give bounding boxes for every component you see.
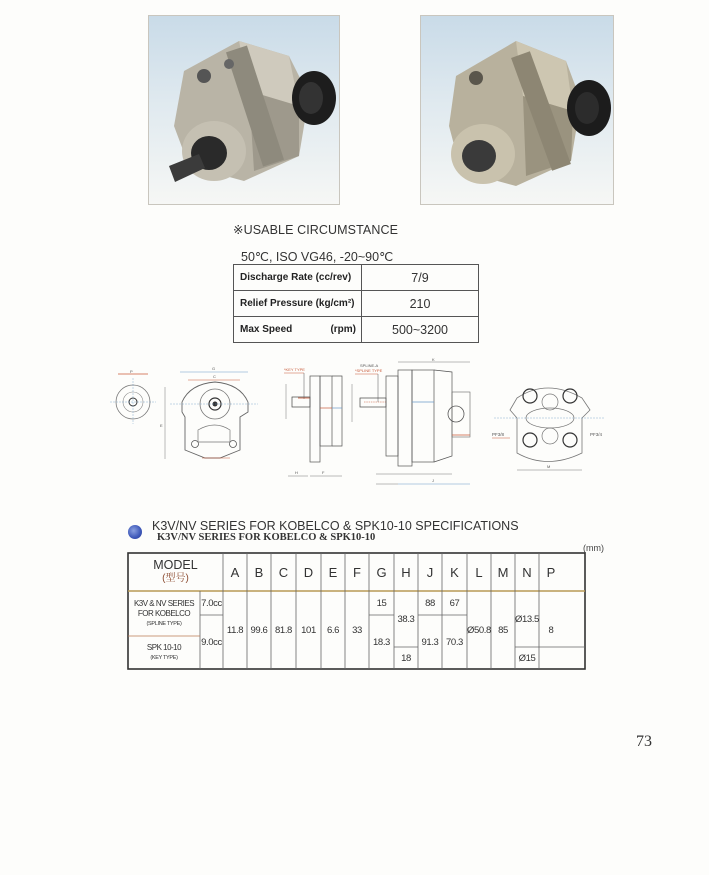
table-row — [234, 265, 479, 291]
model-spk10-10-type: (KEY TYPE) — [150, 654, 178, 661]
table-row — [234, 317, 479, 343]
dim-f-label: F — [322, 470, 325, 475]
model-k3v-nv — [128, 591, 200, 636]
relief-pressure-value: 210 — [362, 291, 479, 317]
col-header-f: F — [353, 564, 361, 580]
dim-h-label: H — [295, 470, 298, 475]
col-header-k: K — [450, 564, 459, 580]
specifications-title: K3V/NV SERIES FOR KOBELCO & SPK10-10 SPECIFICATIONS — [152, 519, 519, 533]
model-spk10-10-name: SPK 10-10 — [146, 642, 182, 652]
key-type-side-view-drawing — [282, 364, 347, 484]
unit-label: (mm) — [583, 543, 604, 553]
col-header-p: P — [546, 564, 556, 580]
usable-circumstance-title: ※USABLE CIRCUMSTANCE — [233, 223, 399, 237]
model-header-text: MODEL — [153, 558, 198, 572]
col-header-d: D — [303, 564, 314, 580]
col-header-l: L — [475, 564, 483, 580]
model-k3v-nv-type: (SPLINE TYPE) — [146, 620, 182, 627]
model-k3v-nv-name: K3V & NV SERIES — [133, 598, 195, 608]
max-speed-unit: (rpm) — [330, 324, 356, 335]
value-l: Ø50.8 — [467, 624, 491, 636]
value-a: 11.8 — [226, 624, 244, 636]
max-speed-label — [234, 317, 362, 343]
port-right-label: PF3/4 — [590, 432, 603, 437]
specifications-subtitle: K3V/NV SERIES FOR KOBELCO & SPK10-10 — [157, 532, 376, 543]
key-type-label: *KEY TYPE — [284, 367, 305, 372]
discharge-rate-label: Discharge Rate (cc/rev) — [234, 265, 362, 291]
value-n-key: Ø15 — [518, 652, 536, 664]
spline-a-label: SPLINE-A — [360, 363, 379, 368]
value-j-9cc: 91.3 — [421, 636, 439, 648]
value-h-spline: 38.3 — [397, 613, 415, 625]
dim-k-label: K — [432, 357, 435, 362]
col-header-b: B — [254, 564, 264, 580]
value-e: 6.6 — [326, 624, 339, 636]
bullet-icon — [128, 525, 142, 539]
value-b: 99.6 — [250, 624, 268, 636]
value-p: 8 — [548, 624, 554, 636]
model-k3v-nv-name2: FOR KOBELCO — [137, 608, 191, 618]
dim-e-label: E — [160, 423, 163, 428]
value-k-7cc: 67 — [449, 597, 460, 609]
operating-conditions: 50℃, ISO VG46, -20~90℃ — [241, 250, 394, 264]
spline-type-side-view-drawing — [352, 357, 472, 490]
dim-p-label: P — [130, 369, 133, 374]
relief-pressure-label: Relief Pressure (kg/cm²) — [234, 291, 362, 317]
front-view-drawing — [160, 362, 260, 462]
specifications-table — [128, 553, 585, 669]
col-header-e: E — [328, 564, 338, 580]
port-left-label: PF3/8 — [492, 432, 505, 437]
table-row — [234, 291, 479, 317]
col-header-a: A — [230, 564, 240, 580]
dim-c-label: C — [213, 374, 216, 379]
value-g-7cc: 15 — [376, 597, 387, 609]
value-n-spline: Ø13.5 — [515, 613, 539, 625]
value-d: 101 — [301, 624, 316, 636]
col-header-h: H — [401, 564, 411, 580]
model-header-cn: (型号) — [162, 573, 189, 584]
displacement-7cc: 7.0cc — [201, 597, 222, 609]
col-header-j: J — [426, 564, 434, 580]
col-header-m: M — [497, 564, 509, 580]
model-spk10-10 — [128, 636, 200, 669]
col-header-g: G — [376, 564, 387, 580]
value-g-9cc: 18.3 — [373, 636, 390, 648]
max-speed-text: Max Speed — [240, 324, 293, 335]
dim-g-label: G — [212, 366, 216, 371]
pump-photo-spline-type — [148, 15, 340, 205]
discharge-rate-value: 7/9 — [362, 265, 479, 291]
pump-photo-key-type — [420, 15, 614, 205]
value-h-key: 18 — [401, 652, 411, 664]
value-m: 85 — [498, 624, 508, 636]
value-f: 33 — [352, 624, 362, 636]
displacement-9cc: 9.0cc — [201, 636, 222, 648]
usable-circumstance-table — [233, 264, 479, 343]
dim-j-label: J — [432, 478, 434, 483]
value-k-9cc: 70.3 — [446, 636, 463, 648]
dim-m-label: M — [547, 464, 551, 469]
page-number: 73 — [636, 733, 652, 750]
value-c: 81.8 — [275, 624, 292, 636]
col-header-n: N — [522, 564, 532, 580]
value-j-7cc: 88 — [425, 597, 435, 609]
shaft-end-view-drawing — [108, 370, 158, 425]
rear-port-view-drawing — [492, 378, 607, 478]
col-header-c: C — [278, 564, 289, 580]
spline-type-label: *SPLINE TYPE — [355, 368, 383, 373]
max-speed-value: 500~3200 — [362, 317, 479, 343]
model-header — [128, 553, 223, 591]
